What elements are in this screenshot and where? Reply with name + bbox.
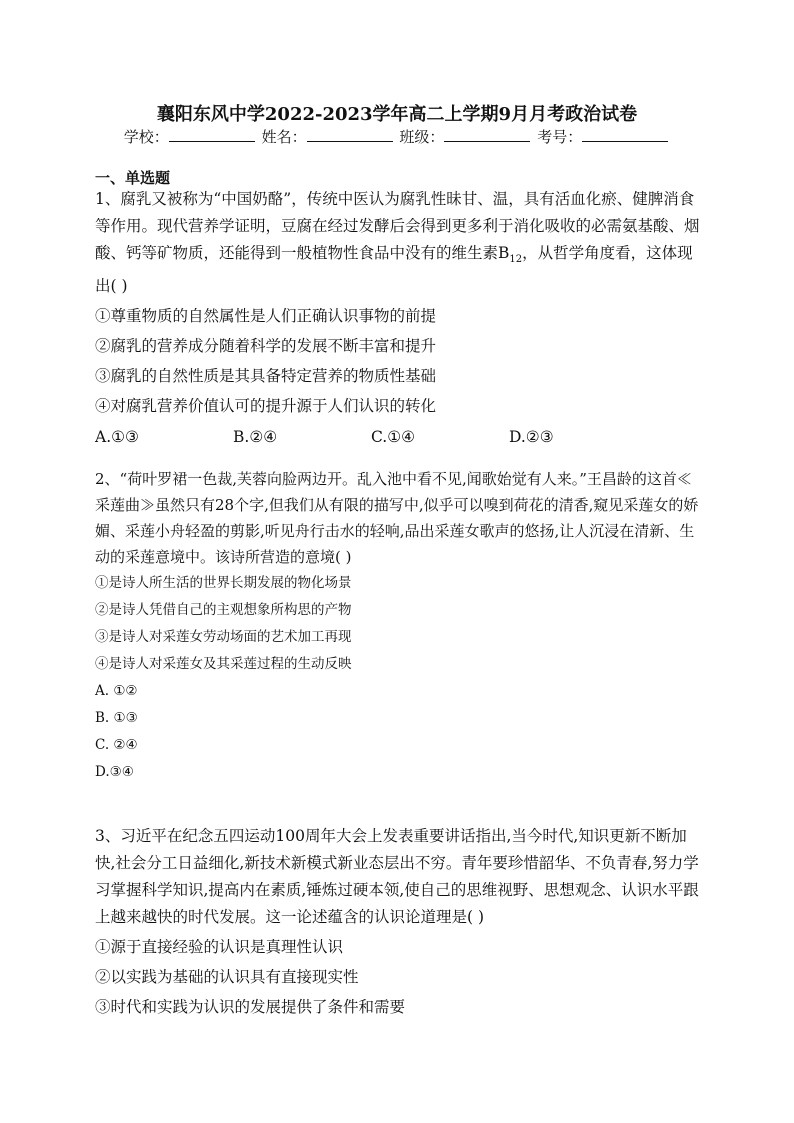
statement-item: ③腐乳的自然性质是其具备特定营养的物质性基础: [95, 367, 437, 386]
answer-options: [95, 424, 701, 451]
question-stem: 2、“荷叶罗裙一色裁,芙蓉向脸两边开。乱入池中看不见,闻歌始觉有人来。”王昌龄的这首≪采莲曲≫虽然只有28个字,但我们从有限的描写中,似乎可以嗅到荷花的清香,窥见采莲女的娇媚、采莲小舟轻盈的剪影,听见舟行击水的轻响,品出采莲女歌声的悠扬,让人沉浸在清新、生动的采莲意境中。该诗所营造的意境( ): [95, 470, 699, 566]
statement-item: ③时代和实践为认识的发展提供了条件和需要: [95, 998, 406, 1016]
option-c[interactable]: C. ②④: [95, 737, 138, 753]
name-blank[interactable]: [307, 127, 393, 142]
option-c[interactable]: C.①④: [371, 428, 416, 447]
option-d[interactable]: D.③④: [95, 764, 134, 780]
name-label: 姓名：: [261, 128, 307, 146]
statement-item: ①源于直接经验的认识是真理性认识: [95, 938, 344, 956]
statement-item: ④是诗人对采莲女及其采莲过程的生动反映: [95, 656, 352, 672]
class-blank[interactable]: [444, 127, 530, 142]
question-1: [95, 186, 701, 451]
question-stem: 1、腐乳又被称为“中国奶酪”，传统中医认为腐乳性昧甘、温，具有活血化瘀、健脾消食等作用。现代营养学证明，豆腐在经过发酵后会得到更多利于消化吸收的必需氨基酸、烟酸、钙等矿物质，还能得到一般植物性食品中没有的维生素$B_{12}$，从哲学角度看，这体现出( ): [95, 190, 700, 296]
section-heading: 一、单选题: [95, 169, 171, 187]
option-b[interactable]: B.②④: [233, 428, 278, 447]
school-label: 学校：: [123, 128, 169, 146]
option-a[interactable]: A. ①②: [95, 683, 138, 699]
question-stem: 3、习近平在纪念五四运动100周年大会上发表重要讲话指出,当今时代,知识更新不断加快,社会分工日益细化,新技术新模式新业态层出不穷。青年要珍惜韶华、不负青春,努力学习掌握科学知识,提高内在素质,锤炼过硬本领,使自己的思维视野、思想观念、认识水平跟上越来越快的时代发展。这一论述蕴含的认识论道理是( ): [95, 827, 699, 926]
statement-item: ②以实践为基础的认识具有直接现实性: [95, 968, 359, 986]
question-2: [95, 466, 701, 786]
statement-item: ④对腐乳营养价值认可的提升源于人们认识的转化: [95, 397, 437, 416]
school-blank[interactable]: [169, 127, 255, 142]
statement-item: ②是诗人凭借自己的主观想象所构思的产物: [95, 602, 352, 618]
class-label: 班级：: [399, 128, 445, 146]
option-a[interactable]: A.①③: [95, 428, 139, 447]
option-b[interactable]: B. ①③: [95, 710, 138, 726]
student-info-line: [0, 126, 794, 147]
statement-item: ①是诗人所生活的世界长期发展的物化场景: [95, 575, 352, 591]
page-title: 襄阳东风中学2022-2023学年高二上学期9月月考政治试卷: [156, 104, 638, 125]
statement-item: ①尊重物质的自然属性是人们正确认识事物的前提: [95, 307, 437, 326]
statement-item: ③是诗人对采莲女劳动场面的艺术加工再现: [95, 629, 352, 645]
statement-item: ②腐乳的营养成分随着科学的发展不断丰富和提升: [95, 337, 437, 356]
exam-number-label: 考号：: [537, 128, 583, 146]
exam-number-blank[interactable]: [582, 127, 668, 142]
question-3: [95, 823, 701, 1021]
option-d[interactable]: D.②③: [509, 428, 554, 447]
